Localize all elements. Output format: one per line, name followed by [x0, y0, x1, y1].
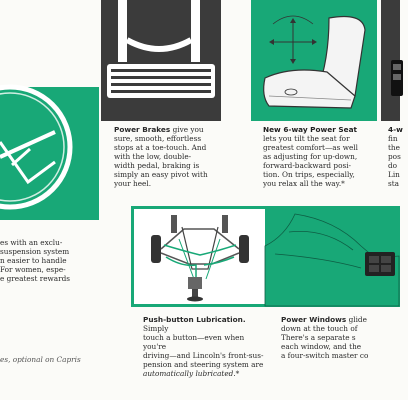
brakes-line: simply an easy pivot with — [114, 170, 208, 179]
seat-line: greatest comfort—as well — [263, 143, 358, 152]
steering-text — [0, 238, 100, 283]
steering-wheel-illustration — [0, 87, 99, 220]
windows-heading: Power Windows — [281, 315, 347, 324]
brakes-line: with the low, double- — [114, 152, 192, 161]
power-seat-illustration — [251, 0, 377, 121]
seat-line: forward-backward posi- — [263, 161, 352, 170]
brakes-line: sure, smooth, effortless — [114, 134, 202, 143]
power-seat-panel — [251, 0, 377, 121]
brakes-heading: Power Brakes — [114, 125, 171, 134]
right-edge-line: pos — [388, 152, 401, 161]
windows-line: glide — [348, 315, 367, 324]
seat-line: lets you tilt the seat for — [263, 134, 350, 143]
seat-line: you relax all the way.* — [263, 179, 345, 188]
seat-line: as adjusting for up-down, — [263, 152, 358, 161]
steering-line: suspension system — [0, 247, 70, 256]
brakes-line: stops at a toe-touch. And — [114, 143, 207, 152]
windows-line: a four-switch master co — [281, 351, 369, 360]
lubrication-line: touch a button—even when you're — [143, 333, 245, 351]
steering-line: For women, espe- — [0, 265, 66, 274]
lubrication-line: driving—and Lincoln's front-sus- — [143, 351, 264, 360]
right-edge-line: sta — [388, 179, 400, 188]
windows-text — [281, 315, 406, 360]
seat-line: tion. On trips, especially, — [263, 170, 355, 179]
right-edge-line: the — [388, 143, 400, 152]
right-edge-line: Lin — [388, 170, 400, 179]
lubrication-heading: Push-button Lubrication. — [143, 315, 246, 324]
windows-panel — [265, 206, 400, 307]
right-edge-line: do — [388, 161, 398, 170]
seat-heading: New 6-way Power Seat — [263, 125, 357, 134]
lubrication-line: pension and steering system are — [143, 360, 264, 369]
window-switch-hand-illustration — [265, 206, 400, 307]
right-edge-line: 4-w — [388, 125, 403, 134]
brakes-line: your heel. — [114, 179, 152, 188]
right-edge-panel — [381, 0, 400, 121]
brakes-line: width pedal, braking is — [114, 161, 200, 170]
steering-line: n easier to handle — [0, 256, 67, 265]
lubrication-text — [143, 315, 267, 378]
windows-line: There's a separate s — [281, 333, 356, 342]
right-edge-line: fin — [388, 134, 398, 143]
steering-line: es with an exclu- — [0, 238, 63, 247]
seat-text — [263, 125, 381, 188]
lubrication-panel — [131, 206, 265, 307]
lubrication-line: automatically lubricated.* — [143, 369, 240, 378]
brakes-text — [114, 125, 226, 188]
brake-pedal-illustration — [101, 0, 221, 121]
windows-line: down at the touch of — [281, 324, 358, 333]
brakes-line: give you — [172, 125, 204, 134]
right-edge-text — [388, 125, 408, 188]
windows-line: each window, and the — [281, 342, 362, 351]
steering-line: e greatest rewards — [0, 274, 71, 283]
steering-wheel-panel — [0, 87, 99, 220]
brake-pedal-panel — [101, 0, 221, 121]
lubrication-line: Simply — [143, 324, 169, 333]
window-switch-illustration — [381, 0, 400, 121]
chassis-illustration — [134, 209, 265, 304]
footnote: es, optional on Capris — [0, 355, 81, 364]
